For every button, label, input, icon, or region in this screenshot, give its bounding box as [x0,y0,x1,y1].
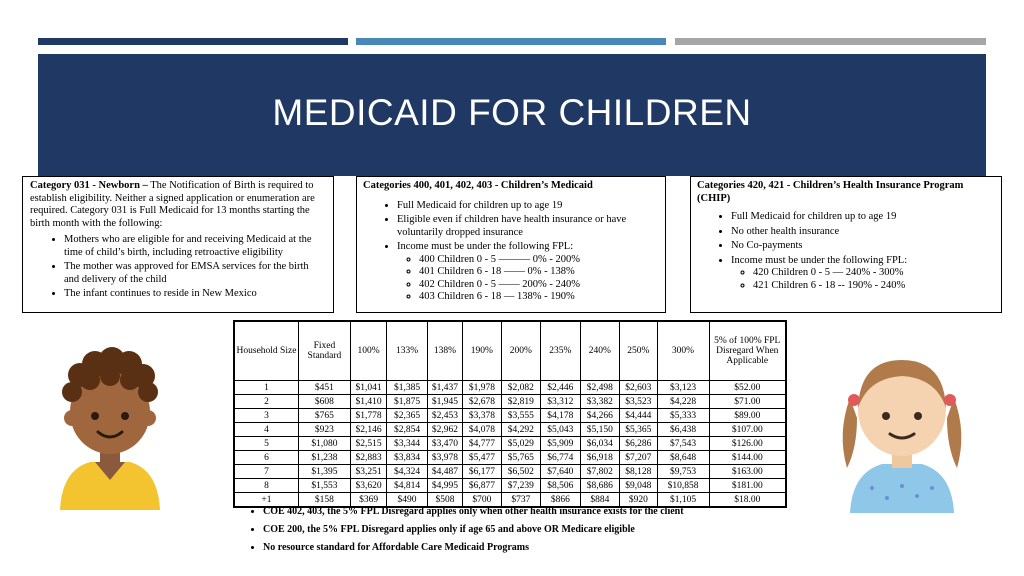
table-cell: $7,207 [620,451,657,465]
boy-avatar-icon [50,340,170,510]
table-cell: $5,909 [541,437,581,451]
table-cell: $7,802 [580,465,620,479]
table-cell: $884 [580,493,620,508]
table-cell: $6,177 [463,465,501,479]
table-row [234,381,786,395]
table-cell: $5,365 [620,423,657,437]
table-cell: $5,333 [657,409,709,423]
table-cell: $5,150 [580,423,620,437]
table-cell: $765 [298,409,350,423]
header-100: 100% [350,321,386,381]
note-item: • COE 200, the 5% FPL Disregard applies only if age 65 and above OR Medicare eligible [263,524,787,535]
table-cell: $2,146 [350,423,386,437]
newborn-list [30,234,326,301]
table-cell: $107.00 [709,423,786,437]
header-fixed-standard: Fixed Standard [298,321,350,381]
table-cell: $1,778 [350,409,386,423]
table-cell: $923 [298,423,350,437]
table-cell: $4,777 [463,437,501,451]
table-cell: $5,029 [501,437,541,451]
header-235: 235% [541,321,581,381]
list-item: • Mothers who are eligible for and receiving Medicaid at the time of child’s birth, including retroactive eligibility [64,234,326,259]
table-cell: $1,385 [387,381,428,395]
fpl-sublist [397,254,659,304]
table-cell: $6,877 [463,479,501,493]
table-cell: $163.00 [709,465,786,479]
table-cell: $1,238 [298,451,350,465]
list-item: • Full Medicaid for children up to age 19 [731,211,995,224]
note-item: • COE 402, 403, the 5% FPL Disregard applies only when other health insurance exists for the client [263,506,787,517]
table-cell: $5,043 [541,423,581,437]
sublist-item: ◦ 420 Children 0 - 5 — 240% - 300% [753,267,995,280]
chip-list [697,211,995,292]
table-cell: $3,251 [350,465,386,479]
table-cell: $451 [298,381,350,395]
header-250: 250% [620,321,657,381]
table-cell: 3 [234,409,298,423]
sublist-item: ◦ 401 Children 6 - 18 —— 0% - 138% [419,266,659,279]
table-cell: $1,395 [298,465,350,479]
table-cell: $3,123 [657,381,709,395]
table-cell: $9,753 [657,465,709,479]
accent-bar-dark [38,38,348,45]
fpl-table-panel [233,320,787,558]
newborn-paragraph [30,180,326,230]
table-cell: 7 [234,465,298,479]
table-cell: $71.00 [709,395,786,409]
table-cell: $181.00 [709,479,786,493]
table-cell: $9,048 [620,479,657,493]
list-item: • No other health insurance [731,226,995,239]
header-138: 138% [427,321,462,381]
table-cell: $8,506 [541,479,581,493]
girl-avatar-icon [832,338,972,513]
table-cell: $7,239 [501,479,541,493]
table-cell: $4,178 [541,409,581,423]
table-cell: $3,555 [501,409,541,423]
table-cell: $2,446 [541,381,581,395]
table-cell: $7,640 [541,465,581,479]
table-cell: $4,266 [580,409,620,423]
header-household-size: Household Size [234,321,298,381]
header-300: 300% [657,321,709,381]
table-cell: $3,378 [463,409,501,423]
table-cell: $6,438 [657,423,709,437]
table-cell: $8,128 [620,465,657,479]
table-row [234,493,786,508]
slide-title: MEDICAID FOR CHILDREN [272,92,752,133]
table-cell: $6,918 [580,451,620,465]
table-cell: $2,854 [387,423,428,437]
table-cell: $3,834 [387,451,428,465]
sublist-item: ◦ 403 Children 6 - 18 — 138% - 190% [419,291,659,304]
table-cell: $1,875 [387,395,428,409]
table-cell: 1 [234,381,298,395]
table-cell: $1,041 [350,381,386,395]
list-item: • Full Medicaid for children up to age 19 [397,200,659,213]
childrens-medicaid-heading: Categories 400, 401, 402, 403 - Children’s Medicaid [363,180,593,191]
table-row [234,423,786,437]
table-row [234,395,786,409]
table-cell: $2,883 [350,451,386,465]
sublist-item: ◦ 402 Children 0 - 5 —— 200% - 240% [419,279,659,292]
table-cell: $2,453 [427,409,462,423]
table-cell: $158 [298,493,350,508]
table-cell: 4 [234,423,298,437]
header-133: 133% [387,321,428,381]
chip-heading: Categories 420, 421 - Children’s Health Insurance Program (CHIP) [697,180,964,204]
table-cell: $3,523 [620,395,657,409]
childrens-medicaid-box [356,176,666,313]
table-cell: $737 [501,493,541,508]
table-cell: $1,553 [298,479,350,493]
table-cell: $1,410 [350,395,386,409]
table-row [234,437,786,451]
table-cell: $490 [387,493,428,508]
table-cell: $5,477 [463,451,501,465]
table-cell: $52.00 [709,381,786,395]
header-240: 240% [580,321,620,381]
childrens-medicaid-list [363,200,659,304]
newborn-heading: Category 031 - Newborn – [30,180,148,191]
table-cell: $6,286 [620,437,657,451]
table-cell: 5 [234,437,298,451]
newborn-category-box [22,176,334,313]
table-cell: $4,487 [427,465,462,479]
newborn-intro: The Notification of Birth is required to establish eligibility. Neither a signed application or enumeration are required. Category 031 is Full Medicaid for 13 months starting the birth month with the following: [30,180,315,229]
table-cell: $1,945 [427,395,462,409]
accent-bar-blue [356,38,666,45]
table-cell: $5,765 [501,451,541,465]
chip-box [690,176,1002,313]
table-cell: $4,078 [463,423,501,437]
table-cell: $10,858 [657,479,709,493]
table-cell: $6,502 [501,465,541,479]
list-item: • Eligible even if children have health insurance or have voluntarily dropped insurance [397,214,659,239]
list-item: • No Co-payments [731,240,995,253]
fpl-sublist [731,267,995,292]
table-cell: $2,819 [501,395,541,409]
table-cell: $6,774 [541,451,581,465]
table-cell: $1,105 [657,493,709,508]
table-cell: $2,082 [501,381,541,395]
table-cell: $6,034 [580,437,620,451]
table-cell: $1,437 [427,381,462,395]
table-cell: $144.00 [709,451,786,465]
list-item: • The mother was approved for EMSA services for the birth and delivery of the child [64,261,326,286]
table-cell: $1,978 [463,381,501,395]
sublist-item: ◦ 400 Children 0 - 5 ——— 0% - 200% [419,254,659,267]
table-cell: $2,498 [580,381,620,395]
header-190: 190% [463,321,501,381]
table-header-row [234,321,786,381]
note-item: • No resource standard for Affordable Care Medicaid Programs [263,542,787,553]
table-cell: $4,814 [387,479,428,493]
table-cell: $2,515 [350,437,386,451]
table-cell: $508 [427,493,462,508]
table-cell: $4,444 [620,409,657,423]
table-row [234,451,786,465]
table-cell: $4,995 [427,479,462,493]
table-cell: $866 [541,493,581,508]
table-cell: $2,365 [387,409,428,423]
header-200: 200% [501,321,541,381]
table-cell: $18.00 [709,493,786,508]
table-cell: $369 [350,493,386,508]
table-row [234,409,786,423]
table-cell: $3,344 [387,437,428,451]
table-cell: $4,292 [501,423,541,437]
table-cell: $3,620 [350,479,386,493]
table-row [234,465,786,479]
list-item: • The infant continues to reside in New Mexico [64,288,326,301]
table-cell: 2 [234,395,298,409]
table-cell: $3,382 [580,395,620,409]
table-cell: $7,543 [657,437,709,451]
fpl-income-table [233,320,787,508]
list-item-text: Income must be under the following FPL: [731,254,908,266]
table-cell: +1 [234,493,298,508]
table-cell: 6 [234,451,298,465]
sublist-item: ◦ 421 Children 6 - 18 -- 190% - 240% [753,280,995,293]
table-cell: $8,648 [657,451,709,465]
table-cell: $2,962 [427,423,462,437]
table-cell: $2,678 [463,395,501,409]
table-cell: $700 [463,493,501,508]
table-notes [233,506,787,560]
table-cell: $608 [298,395,350,409]
table-cell: $3,470 [427,437,462,451]
table-cell: $2,603 [620,381,657,395]
list-item-text: Income must be under the following FPL: [397,241,574,252]
header-disregard: 5% of 100% FPL Disregard When Applicable [709,321,786,381]
table-cell: $3,312 [541,395,581,409]
table-cell: 8 [234,479,298,493]
table-row [234,479,786,493]
table-cell: $126.00 [709,437,786,451]
list-item [731,255,995,293]
table-cell: $89.00 [709,409,786,423]
table-cell: $3,978 [427,451,462,465]
table-cell: $4,324 [387,465,428,479]
table-cell: $920 [620,493,657,508]
table-cell: $8,686 [580,479,620,493]
accent-bar-gray [675,38,986,45]
list-item [397,241,659,304]
table-cell: $1,080 [298,437,350,451]
table-cell: $4,228 [657,395,709,409]
